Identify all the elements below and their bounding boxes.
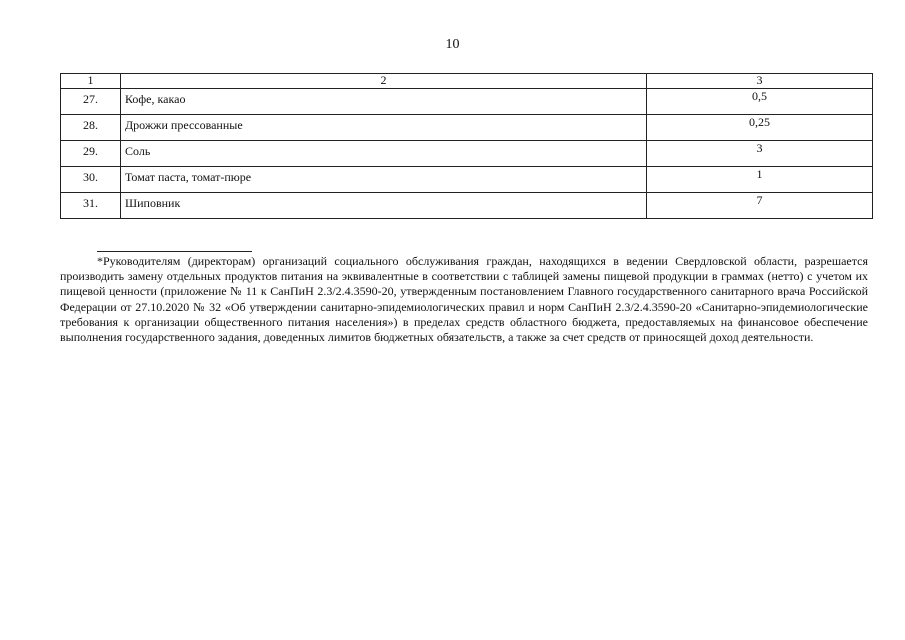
norm-value: 3 bbox=[647, 141, 873, 167]
table-header-row bbox=[61, 74, 873, 89]
product-name: Томат паста, томат-пюре bbox=[121, 167, 647, 193]
product-name: Дрожжи прессованные bbox=[121, 115, 647, 141]
column-header: 1 bbox=[61, 74, 121, 89]
table-row bbox=[61, 115, 873, 141]
norm-value: 0,5 bbox=[647, 89, 873, 115]
table-row bbox=[61, 141, 873, 167]
row-number: 29. bbox=[61, 141, 121, 167]
row-number: 28. bbox=[61, 115, 121, 141]
row-number: 27. bbox=[61, 89, 121, 115]
norm-value: 7 bbox=[647, 193, 873, 219]
product-name: Соль bbox=[121, 141, 647, 167]
row-number: 30. bbox=[61, 167, 121, 193]
product-name: Шиповник bbox=[121, 193, 647, 219]
table-row bbox=[61, 167, 873, 193]
norms-table bbox=[60, 73, 873, 219]
footnote-text: *Руководителям (директорам) организаций социального обслуживания граждан, находящихся в ведении Свердловской области, разрешается производить замену отдельных продуктов питания на эквивалентные в соответствии с таблицей замены пищевой продукции в граммах (нетто) с учетом их пищевой ценности (приложение № 11 к СанПиН 2.3/2.4.3590-20, утвержденным постановлением Главного государственного санитарного врача Российской Федерации от 27.10.2020 № 32 «Об утверждении санитарно-эпидемиологических правил и норм СанПиН 2.3/2.4.3590-20 «Санитарно-эпидемиологические требования к организации общественного питания населения») в пределах средств областного бюджета, предоставляемых на финансовое обеспечение выполнения государственного задания, доведенных лимитов бюджетных обязательств, а также за счет средств от приносящей доход деятельности. bbox=[60, 254, 868, 345]
page-number: 10 bbox=[445, 37, 460, 52]
product-name: Кофе, какао bbox=[121, 89, 647, 115]
footnote-separator bbox=[97, 251, 252, 252]
norm-value: 0,25 bbox=[647, 115, 873, 141]
row-number: 31. bbox=[61, 193, 121, 219]
column-header: 2 bbox=[121, 74, 647, 89]
table-row bbox=[61, 89, 873, 115]
norm-value: 1 bbox=[647, 167, 873, 193]
table-row bbox=[61, 193, 873, 219]
column-header: 3 bbox=[647, 74, 873, 89]
